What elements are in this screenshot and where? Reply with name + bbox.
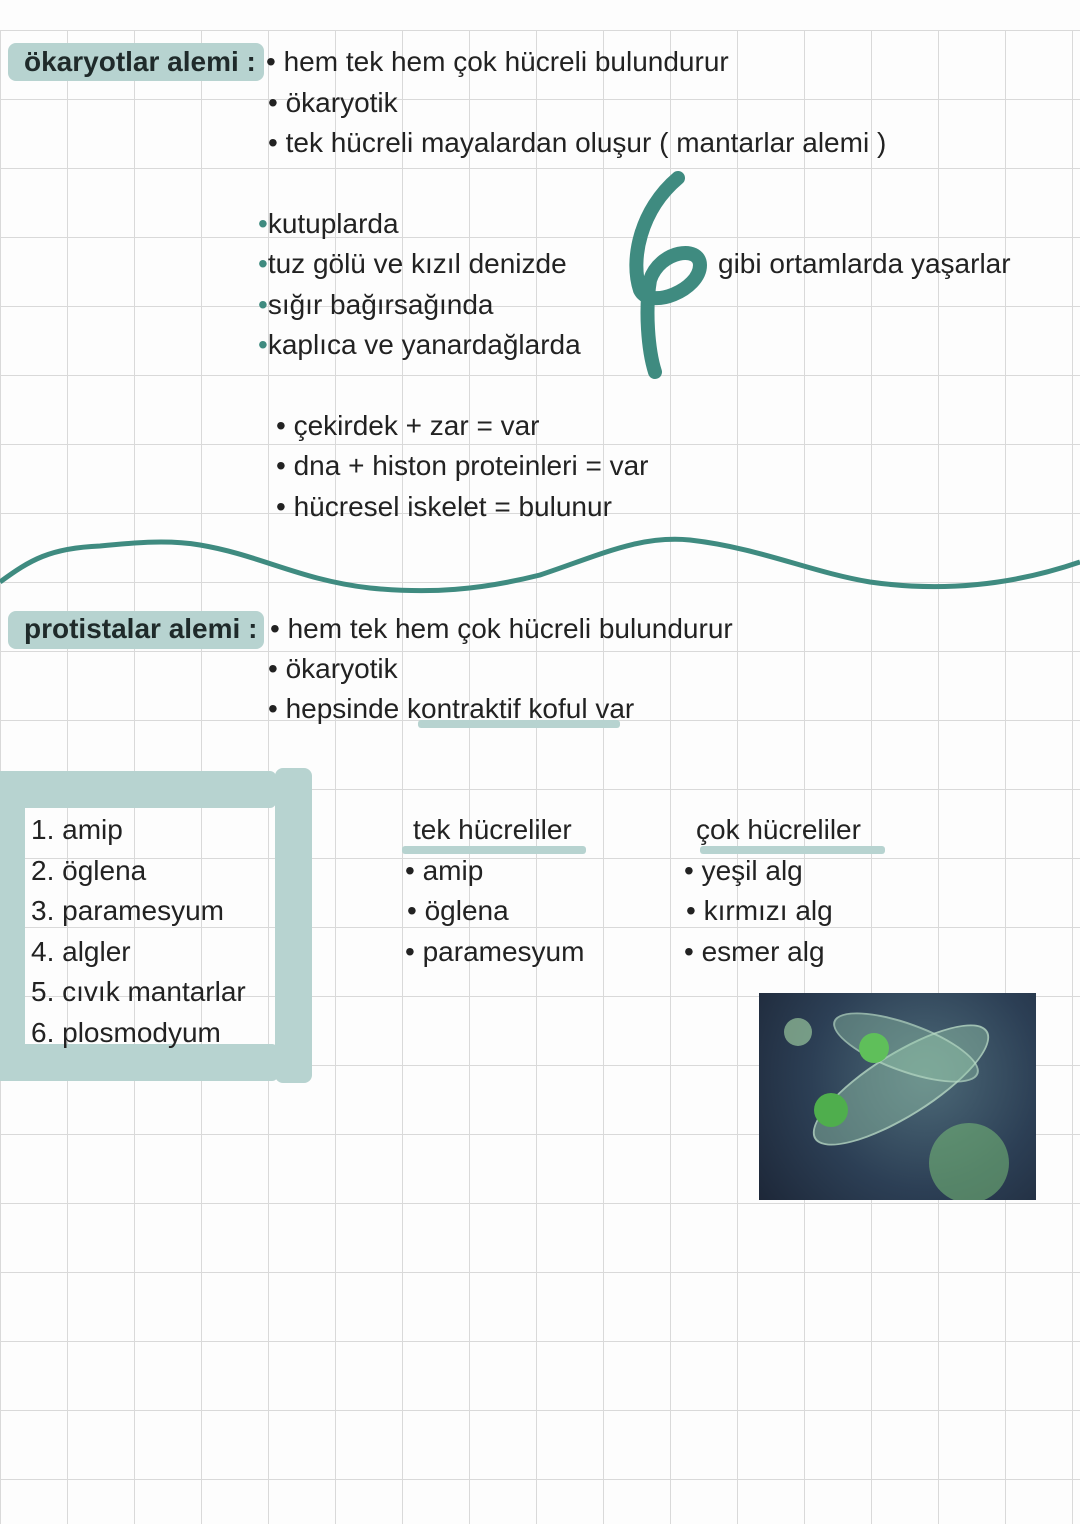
list-item: 1. amip [31,814,123,845]
fact: • ökaryotik [268,653,398,684]
list-item: 4. algler [31,936,131,967]
habitat: •sığır bağırsağında [258,289,494,320]
habitat: •kaplıca ve yanardağlarda [258,329,581,360]
unicellular-title: tek hücreliler [413,814,572,845]
feature: • çekirdek + zar = var [276,410,540,441]
fact: • hem tek hem çok hücreli bulundurur [270,613,733,644]
unicellular-item: • paramesyum [405,936,585,967]
fact: • hem tek hem çok hücreli bulundurur [266,46,729,77]
paramecium-image [759,993,1036,1200]
feature: • dna + histon proteinleri = var [276,450,649,481]
underline [402,846,586,854]
eukaryotes-title: ökaryotlar alemi : [24,46,256,77]
multicellular-item: • esmer alg [684,936,825,967]
fact: • ökaryotik [268,87,398,118]
fact: • hepsinde kontraktif koful var [268,693,635,724]
list-item: 6. plosmodyum [31,1017,221,1048]
multicellular-item: • yeşil alg [684,855,803,886]
unicellular-item: • öglena [407,895,509,926]
fact: • tek hücreli mayalardan oluşur ( mantarlar alemi ) [268,127,887,158]
feature: • hücresel iskelet = bulunur [276,491,612,522]
multicellular-item: • kırmızı alg [686,895,833,926]
protists-title: protistalar alemi : [24,613,258,644]
habitat: •tuz gölü ve kızıl denizde [258,248,567,279]
habitat: •kutuplarda [258,208,399,239]
brace-stroke [636,178,700,372]
unicellular-item: • amip [405,855,484,886]
habitat-note: gibi ortamlarda yaşarlar [718,248,1011,279]
list-item: 3. paramesyum [31,895,224,926]
list-item: 2. öglena [31,855,147,886]
wave-divider [0,539,1080,590]
list-item: 5. cıvık mantarlar [31,976,246,1007]
underline [700,846,885,854]
multicellular-title: çok hücreliler [696,814,861,845]
